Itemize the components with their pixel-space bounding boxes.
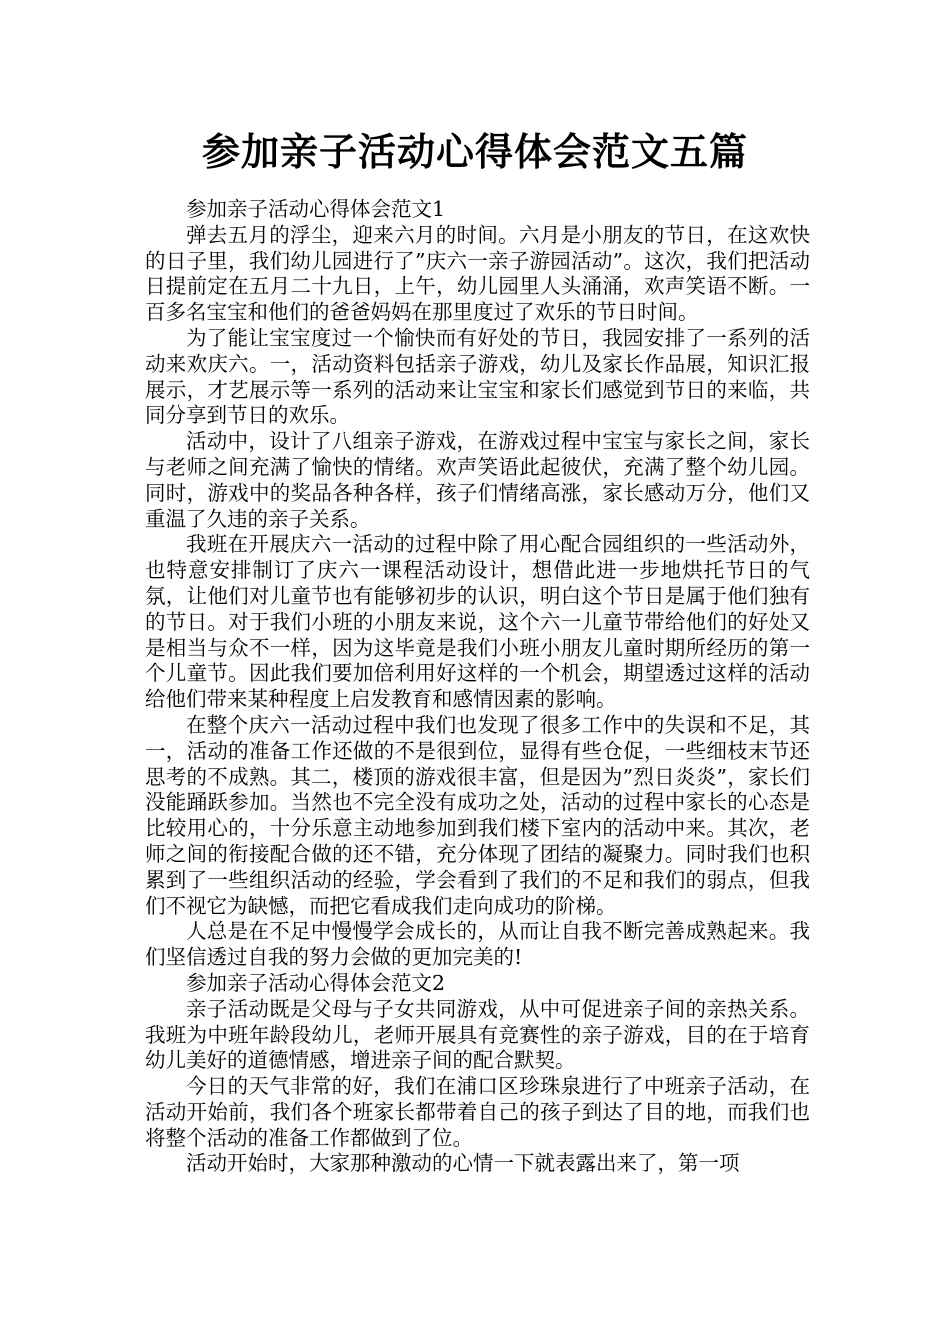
paragraph: 今日的天气非常的好，我们在浦口区珍珠泉进行了中班亲子活动，在活动开始前，我们各个班家长都带着自己的孩子到达了目的地，而我们也将整个活动的准备工作都做到了位。	[145, 1074, 810, 1150]
paragraph: 为了能让宝宝度过一个愉快而有好处的节日，我园安排了一系列的活动来欢庆六。一，活动资料包括亲子游戏，幼儿及家长作品展，知识汇报展示，才艺展示等一系列的活动来让宝宝和家长们感觉到节日的来临，共同分享到节日的欢乐。	[145, 325, 810, 428]
section-heading-2: 参加亲子活动心得体会范文2	[186, 970, 446, 995]
paragraph: 我班在开展庆六一活动的过程中除了用心配合园组织的一些活动外，也特意安排制订了庆六一课程活动设计，想借此进一步地烘托节日的气氛，让他们对儿童节也有能够初步的认识，明白这个节日是属于他们独有的节日。对于我们小班的小朋友来说，这个六一儿童节带给他们的好处又是相当与众不一样，因为这毕竟是我们小班小朋友儿童时期所经历的第一个儿童节。因此我们要加倍利用好这样的一个机会，期望透过这样的活动给他们带来某种程度上启发教育和感情因素的影响。	[145, 532, 810, 712]
section-heading-1: 参加亲子活动心得体会范文1	[186, 197, 446, 221]
paragraph: 活动开始时，大家那种激动的心情一下就表露出来了，第一项	[186, 1151, 740, 1176]
paragraph: 弹去五月的浮尘，迎来六月的时间。六月是小朋友的节日，在这欢快的日子里，我们幼儿园进行了”庆六一亲子游园活动”。这次，我们把活动日提前定在五月二十九日，上午，幼儿园里人头涌涌，欢声笑语不断。一百多名宝宝和他们的爸爸妈妈在那里度过了欢乐的节日时间。	[145, 222, 810, 325]
paragraph: 在整个庆六一活动过程中我们也发现了很多工作中的失误和不足，其一，活动的准备工作还做的不是很到位，显得有些仓促，一些细枝末节还思考的不成熟。其二，楼顶的游戏很丰富，但是因为”烈日炎炎”，家长们没能踊跃参加。当然也不完全没有成功之处，活动的过程中家长的心态是比较用心的，十分乐意主动地参加到我们楼下室内的活动中来。其次，老师之间的衔接配合做的还不错，充分体现了团结的凝聚力。同时我们也积累到了一些组织活动的经验，学会看到了我们的不足和我们的弱点，但我们不视它为缺憾，而把它看成我们走向成功的阶梯。	[145, 712, 810, 918]
paragraph: 人总是在不足中慢慢学会成长的，从而让自我不断完善成熟起来。我们坚信透过自我的努力会做的更加完美的!	[145, 919, 810, 970]
document-title: 参加亲子活动心得体会范文五篇	[201, 129, 748, 174]
document-body	[145, 197, 810, 1177]
paragraph: 亲子活动既是父母与子女共同游戏，从中可促进亲子间的亲热关系。我班为中班年龄段幼儿，老师开展具有竞赛性的亲子游戏，目的在于培育幼儿美好的道德情感，增进亲子间的配合默契。	[145, 996, 810, 1073]
paragraph: 活动中，设计了八组亲子游戏，在游戏过程中宝宝与家长之间，家长与老师之间充满了愉快的情绪。欢声笑语此起彼伏，充满了整个幼儿园。同时，游戏中的奖品各种各样，孩子们情绪高涨，家长感动万分，他们又重温了久违的亲子关系。	[145, 429, 810, 531]
